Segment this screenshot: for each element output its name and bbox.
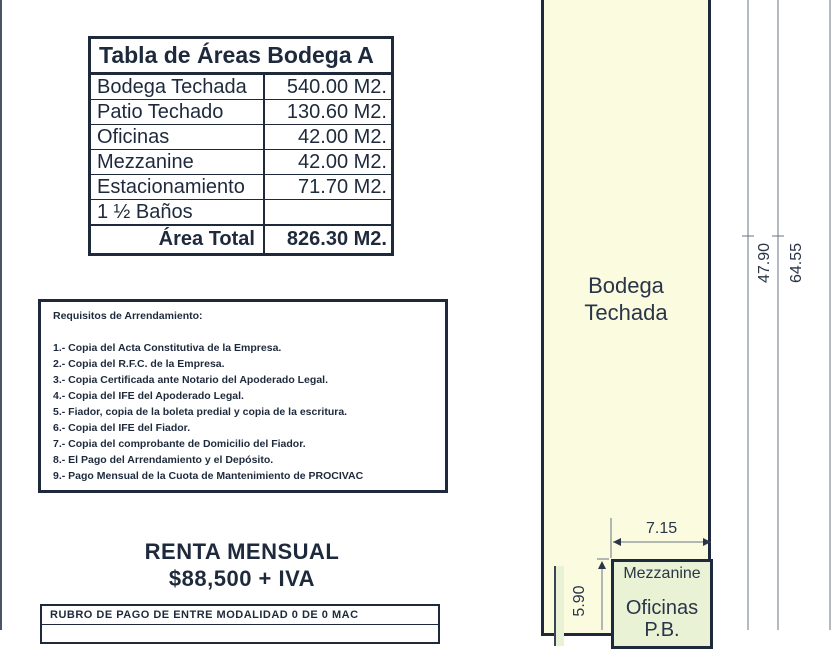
list-item: 8.- El Pago del Arrendamiento y el Depósito. [53,454,274,466]
dim-height-small-label: 5.90 [571,585,588,617]
arrow-head [613,538,621,546]
bodega-label-line1: Bodega [588,273,664,298]
row-value: 71.70 M2. [298,176,387,198]
areas-table-title: Tabla de Áreas Bodega A [91,39,391,75]
dim-width-label: 7.15 [646,520,678,537]
list-item: 4.- Copia del IFE del Apoderado Legal. [53,390,244,402]
row-name: 1 ½ Baños [91,200,265,224]
row-value: 540.00 M2. [286,76,387,98]
row-name: Patio Techado [91,100,265,124]
row-value: 42.00 M2. [298,126,387,148]
dim-height-2-label: 64.55 [788,242,805,284]
list-item: 9.- Pago Mensual de la Cuota de Mantenimiento de PROCIVAC [53,470,364,482]
rent-price: $88,500 + IVA [168,566,316,591]
bodega-label-line2: Techada [584,300,668,325]
rent-heading: RENTA MENSUAL [144,539,340,564]
arrow-head [703,538,711,546]
row-name: Estacionamiento [91,175,265,199]
list-item: 2.- Copia del R.F.C. de la Empresa. [53,358,225,370]
row-name: Mezzanine [91,150,265,174]
row-value: 42.00 M2. [298,151,387,173]
row-name: Bodega Techada [91,75,265,99]
list-item: 7.- Copia del comprobante de Domicilio del Fiador. [53,438,306,450]
row-value: 130.60 M2. [286,101,387,123]
oficinas-label-line1: Oficinas [625,597,699,619]
list-item: 5.- Fiador, copia de la boleta predial y copia de la escritura. [53,406,348,418]
arrow-head [598,561,606,569]
oficinas-label-line2: P.B. [644,619,680,641]
list-item: 6.- Copia del IFE del Fiador. [53,422,191,434]
list-item: 3.- Copia Certificada ante Notario del Apoderado Legal. [53,374,328,386]
requirements-title: Requisitos de Arrendamiento: [53,310,203,322]
row-name: Oficinas [91,125,265,149]
mezzanine-label: Mezzanine [623,565,701,582]
dim-height-1-label: 47.90 [756,242,773,284]
total-value: 826.30 M2. [286,228,387,250]
list-item: 1.- Copia del Acta Constitutiva de la Empresa. [53,342,282,354]
total-label: Área Total [91,226,265,253]
payment-table-header: RUBRO DE PAGO DE ENTRE MODALIDAD 0 DE 0 MAC [42,606,438,625]
